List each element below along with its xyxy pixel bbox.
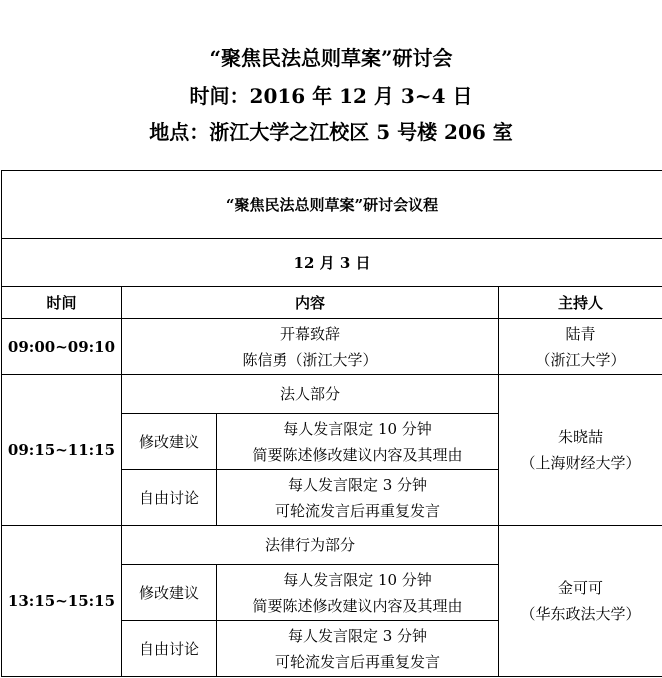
session2-item1-line-2: 简要陈述修改建议内容及其理由 — [252, 596, 463, 615]
session1-item1-line-2: 简要陈述修改建议内容及其理由 — [252, 445, 463, 464]
opening-line-2: 陈信勇（浙江大学） — [242, 350, 378, 369]
session2-item2-line-1: 每人发言限定 3 分钟 — [287, 626, 428, 645]
session2-item1-label: 修改建议 — [122, 565, 217, 621]
session2-section: 法律行为部分 — [122, 526, 499, 565]
opening-host-org: （浙江大学） — [535, 350, 626, 369]
session2-item2-label: 自由讨论 — [122, 621, 217, 677]
agenda-table — [1, 170, 662, 677]
session1-item2-line-2: 可轮流发言后再重复发言 — [274, 501, 440, 520]
session2-item1-content — [217, 565, 499, 621]
session2-item2-content — [217, 621, 499, 677]
session2-host-name: 金可可 — [558, 579, 604, 597]
agenda-title: “聚焦民法总则草案”研讨会议程 — [2, 171, 662, 239]
session2-item2-line-2: 可轮流发言后再重复发言 — [274, 652, 440, 671]
table-row — [2, 319, 662, 375]
session1-section: 法人部分 — [122, 375, 499, 414]
event-location: 地点：浙江大学之江校区 5 号楼 206 室 — [149, 120, 513, 144]
table-row — [2, 375, 662, 414]
opening-host — [499, 319, 662, 375]
event-title: “聚焦民法总则草案”研讨会 — [209, 46, 453, 70]
session2-host-org: （华东政法大学） — [520, 605, 641, 623]
session1-item1-line-1: 每人发言限定 10 分钟 — [283, 419, 432, 438]
session1-item1-content — [217, 414, 499, 470]
session1-item1-label: 修改建议 — [122, 414, 217, 470]
session1-host-name: 朱晓喆 — [558, 428, 604, 446]
opening-content — [122, 319, 499, 375]
opening-time: 09:00~09:10 — [2, 319, 122, 375]
session1-time: 09:15~11:15 — [2, 375, 122, 526]
session1-item2-line-1: 每人发言限定 3 分钟 — [287, 475, 428, 494]
column-header-row — [2, 287, 662, 319]
session2-time: 13:15~15:15 — [2, 526, 122, 677]
session1-item2-content — [217, 470, 499, 526]
event-time: 时间：2016 年 12 月 3~4 日 — [189, 84, 473, 108]
opening-line-1: 开幕致辞 — [279, 324, 340, 343]
table-row — [2, 526, 662, 565]
agenda-date: 12 月 3 日 — [2, 239, 662, 287]
session1-host — [499, 375, 662, 526]
session1-item2-label: 自由讨论 — [122, 470, 217, 526]
column-header-content: 内容 — [122, 287, 499, 319]
session1-host-org: （上海财经大学） — [520, 454, 641, 472]
column-header-time: 时间 — [2, 287, 122, 319]
column-header-host: 主持人 — [499, 287, 662, 319]
session2-host — [499, 526, 662, 677]
opening-host-name: 陆青 — [565, 324, 596, 343]
session2-item1-line-1: 每人发言限定 10 分钟 — [283, 570, 432, 589]
